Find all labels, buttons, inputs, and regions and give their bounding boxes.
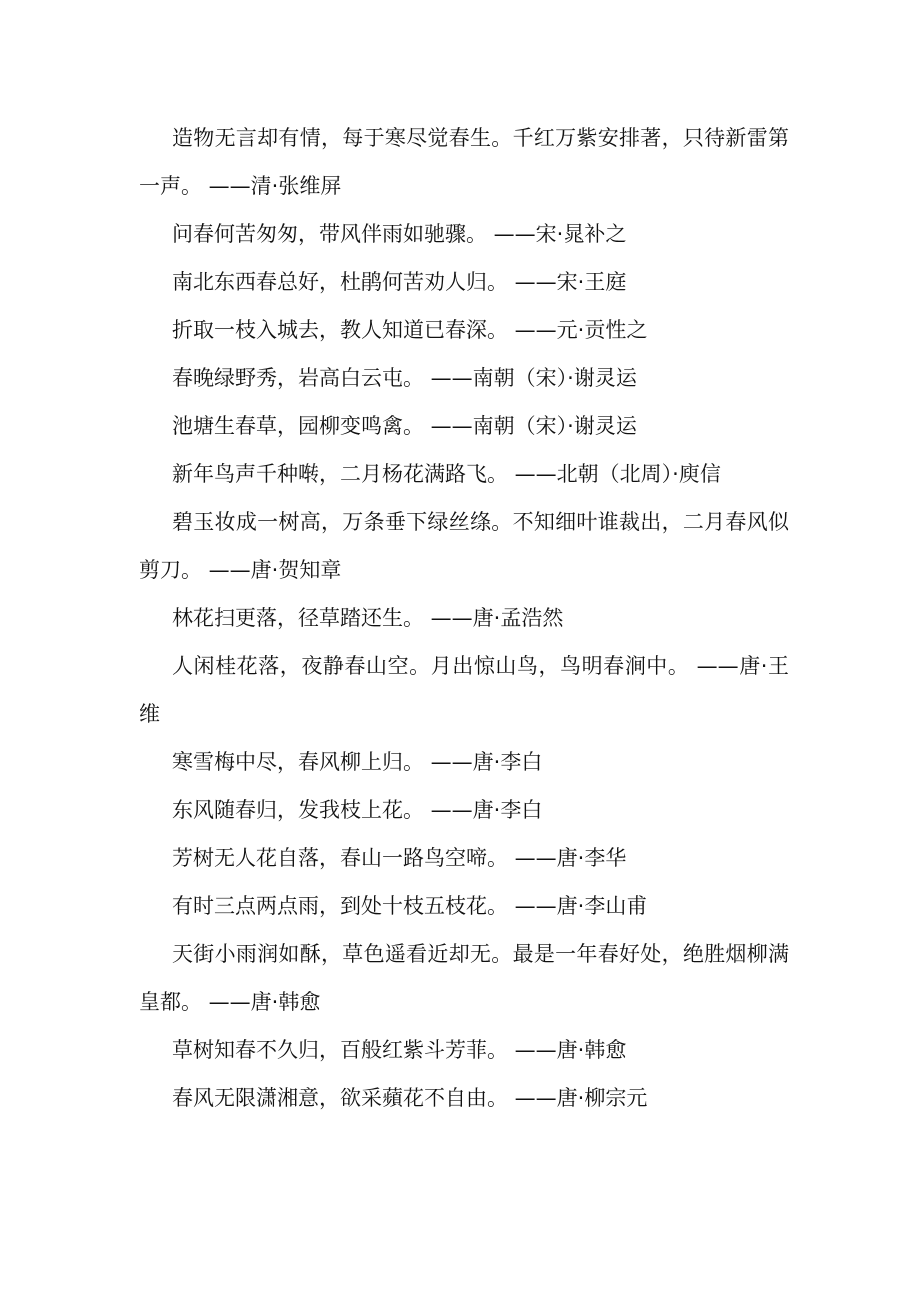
poem-line: 芳树无人花自落，春山一路鸟空啼。 ——唐·李华 bbox=[172, 846, 627, 870]
poem-line: 新年鸟声千种啭，二月杨花满路飞。 ——北朝（北周）·庾信 bbox=[172, 462, 721, 486]
poem-line: 问春何苦匆匆，带风伴雨如驰骤。 ——宋·晁补之 bbox=[172, 222, 627, 246]
poem-line: 草树知春不久归，百般红紫斗芳菲。 ——唐·韩愈 bbox=[172, 1038, 627, 1062]
poem-line: 有时三点两点雨，到处十枝五枝花。 ——唐·李山甫 bbox=[172, 894, 648, 918]
poem-line: 春风无限潇湘意，欲采蘋花不自由。 ——唐·柳宗元 bbox=[172, 1086, 648, 1110]
poem-line: 碧玉妆成一树高，万条垂下绿丝绦。不知细叶谁裁出，二月春风似剪刀。 ——唐·贺知章 bbox=[139, 510, 789, 582]
poem-line: 折取一枝入城去，教人知道已春深。 ——元·贡性之 bbox=[172, 318, 648, 342]
poem-line: 人闲桂花落，夜静春山空。月出惊山鸟，鸟明春涧中。 ——唐·王维 bbox=[139, 654, 789, 726]
poem-line: 春晚绿野秀，岩高白云屯。 ——南朝（宋）·谢灵运 bbox=[172, 366, 637, 390]
poem-line: 造物无言却有情，每于寒尽觉春生。千红万紫安排著，只待新雷第一声。 ——清·张维屏 bbox=[139, 126, 789, 198]
poem-list bbox=[139, 114, 789, 1122]
poem-line: 天街小雨润如酥，草色遥看近却无。最是一年春好处，绝胜烟柳满皇都。 ——唐·韩愈 bbox=[139, 942, 789, 1014]
poem-line: 寒雪梅中尽，春风柳上归。 ——唐·李白 bbox=[172, 750, 543, 774]
poem-line: 南北东西春总好，杜鹃何苦劝人归。 ——宋·王庭 bbox=[172, 270, 627, 294]
poem-line: 东风随春归，发我枝上花。 ——唐·李白 bbox=[172, 798, 543, 822]
poem-line: 林花扫更落，径草踏还生。 ——唐·孟浩然 bbox=[172, 606, 564, 630]
poem-line: 池塘生春草，园柳变鸣禽。 ——南朝（宋）·谢灵运 bbox=[172, 414, 637, 438]
